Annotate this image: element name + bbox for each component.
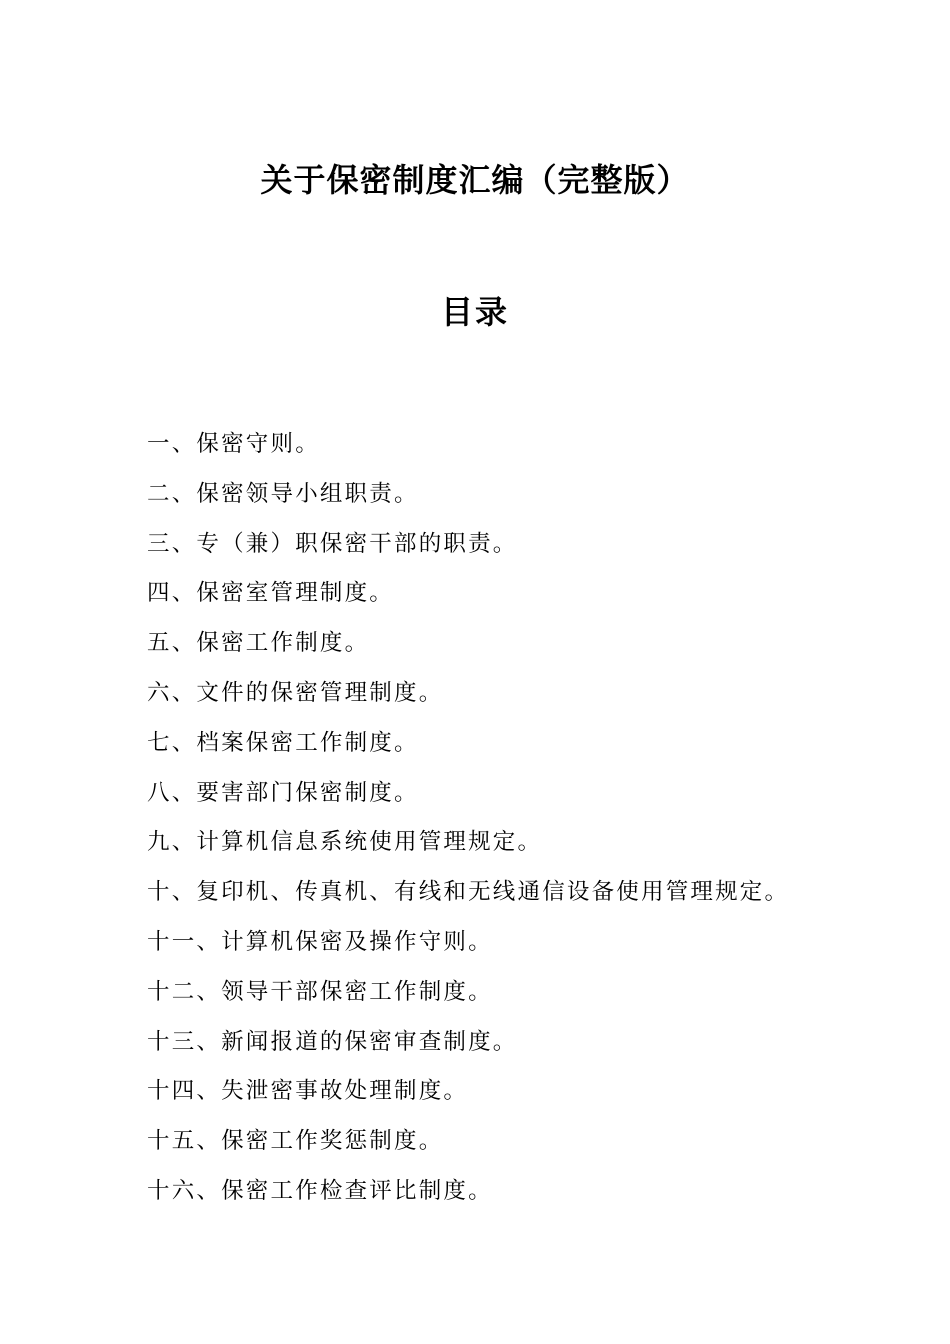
toc-item: 二、保密领导小组职责。 — [147, 480, 419, 507]
toc-item: 四、保密室管理制度。 — [147, 580, 395, 607]
toc-item: 八、要害部门保密制度。 — [147, 779, 419, 806]
toc-item: 十六、保密工作检查评比制度。 — [147, 1177, 493, 1204]
toc-item: 十五、保密工作奖惩制度。 — [147, 1128, 444, 1155]
toc-item: 一、保密守则。 — [147, 431, 320, 457]
toc-item: 十二、领导干部保密工作制度。 — [147, 978, 493, 1005]
toc-item: 七、档案保密工作制度。 — [147, 729, 419, 756]
toc-item: 十、复印机、传真机、有线和无线通信设备使用管理规定。 — [147, 879, 790, 906]
toc-item: 三、专（兼）职保密干部的职责。 — [147, 530, 518, 557]
toc-item: 十四、失泄密事故处理制度。 — [147, 1078, 469, 1105]
toc-item: 十三、新闻报道的保密审查制度。 — [147, 1028, 518, 1055]
toc-item: 九、计算机信息系统使用管理规定。 — [147, 829, 543, 856]
document-title: 关于保密制度汇编（完整版） — [260, 161, 690, 199]
toc-item: 十一、计算机保密及操作守则。 — [147, 928, 493, 955]
toc-item: 五、保密工作制度。 — [147, 630, 370, 657]
toc-heading: 目录 — [440, 293, 509, 331]
toc-item: 六、文件的保密管理制度。 — [147, 679, 444, 706]
table-of-contents — [147, 422, 927, 1219]
